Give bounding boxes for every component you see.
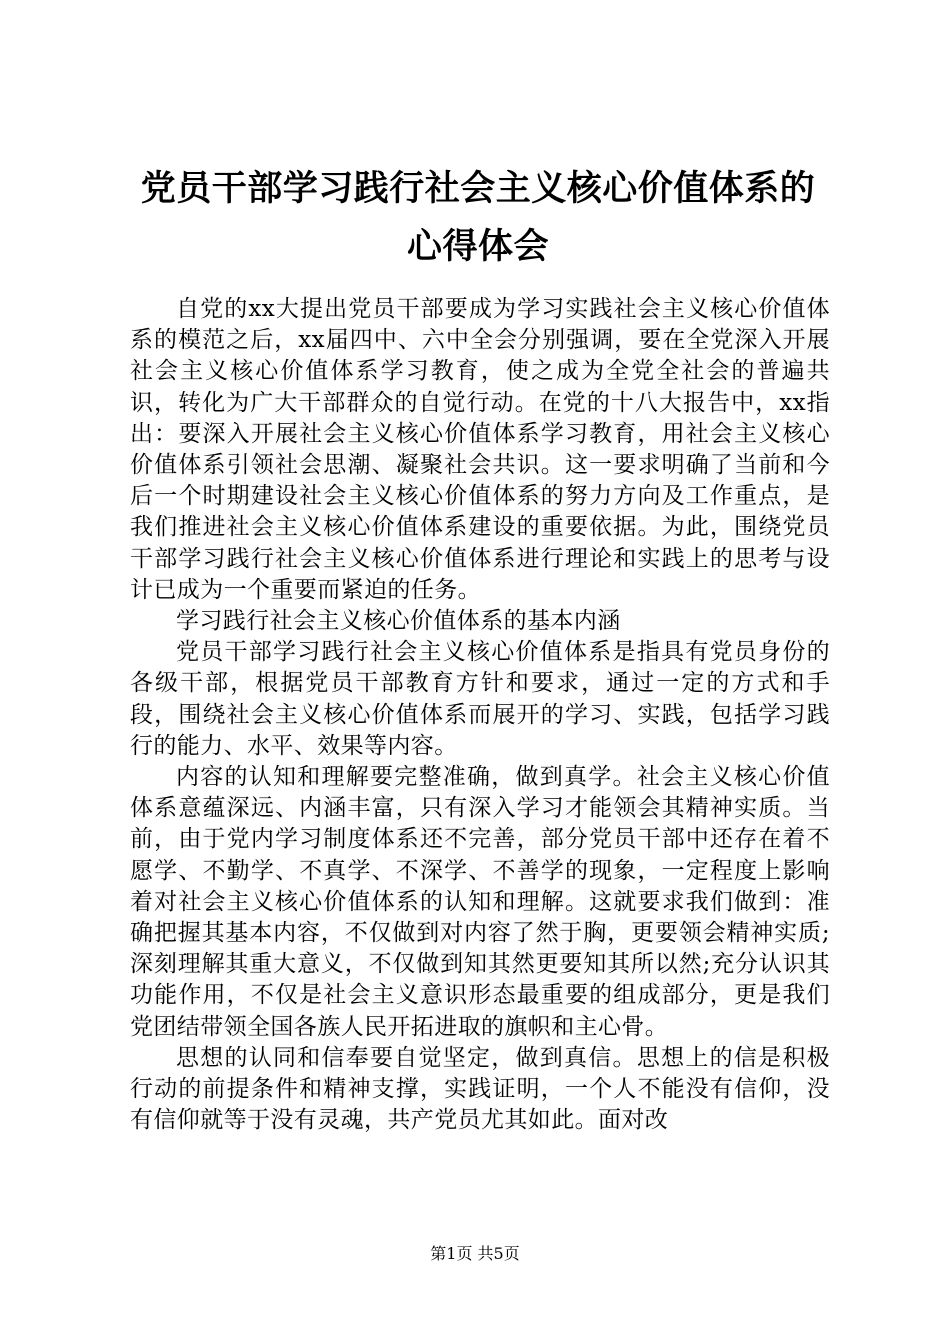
paragraph-definition: 党员干部学习践行社会主义核心价值体系是指具有党员身份的各级干部，根据党员干部教育方针和要求，通过一定的方式和手段，围绕社会主义核心价值体系而展开的学习、实践，包括学习践行的能力、水平、效果等内容。 bbox=[130, 639, 830, 759]
section-heading: 学习践行社会主义核心价值体系的基本内涵 bbox=[176, 608, 621, 635]
document-title: 党员干部学习践行社会主义核心价值体系的心得体会 bbox=[140, 169, 816, 267]
paragraph-true-study: 内容的认知和理解要完整准确，做到真学。社会主义核心价值体系意蕴深远、内涵丰富，只有深入学习才能领会其精神实质。当前，由于党内学习制度体系还不完善，部分党员干部中还存在着不愿学、不勤学、不真学、不深学、不善学的现象，一定程度上影响着对社会主义核心价值体系的认知和理解。这就要求我们做到：准确把握其基本内容，不仅做到对内容了然于胸，更要领会精神实质;深刻理解其重大意义，不仅做到知其然更要知其所以然;充分认识其功能作用，不仅是社会主义意识形态最重要的组成部分，更是我们党团结带领全国各族人民开拓进取的旗帜和主心骨。 bbox=[130, 764, 830, 1040]
document-body bbox=[130, 294, 830, 1136]
page-number-footer: 第1页 共5页 bbox=[430, 1244, 520, 1263]
paragraph-intro: 自党的xx大提出党员干部要成为学习实践社会主义核心价值体系的模范之后，xx届四中、六中全会分别强调，要在全党深入开展社会主义核心价值体系学习教育，使之成为全党全社会的普遍共识，转化为广大干部群众的自觉行动。在党的十八大报告中，xx指出：要深入开展社会主义核心价值体系学习教育，用社会主义核心价值体系引领社会思潮、凝聚社会共识。这一要求明确了当前和今后一个时期建设社会主义核心价值体系的努力方向及工作重点，是我们推进社会主义核心价值体系建设的重要依据。为此，围绕党员干部学习践行社会主义核心价值体系进行理论和实践上的思考与设计已成为一个重要而紧迫的任务。 bbox=[130, 296, 830, 603]
paragraph-true-belief: 思想的认同和信奉要自觉坚定，做到真信。思想上的信是积极行动的前提条件和精神支撑，实践证明，一个人不能没有信仰，没有信仰就等于没有灵魂，共产党员尤其如此。面对改 bbox=[130, 1044, 830, 1134]
